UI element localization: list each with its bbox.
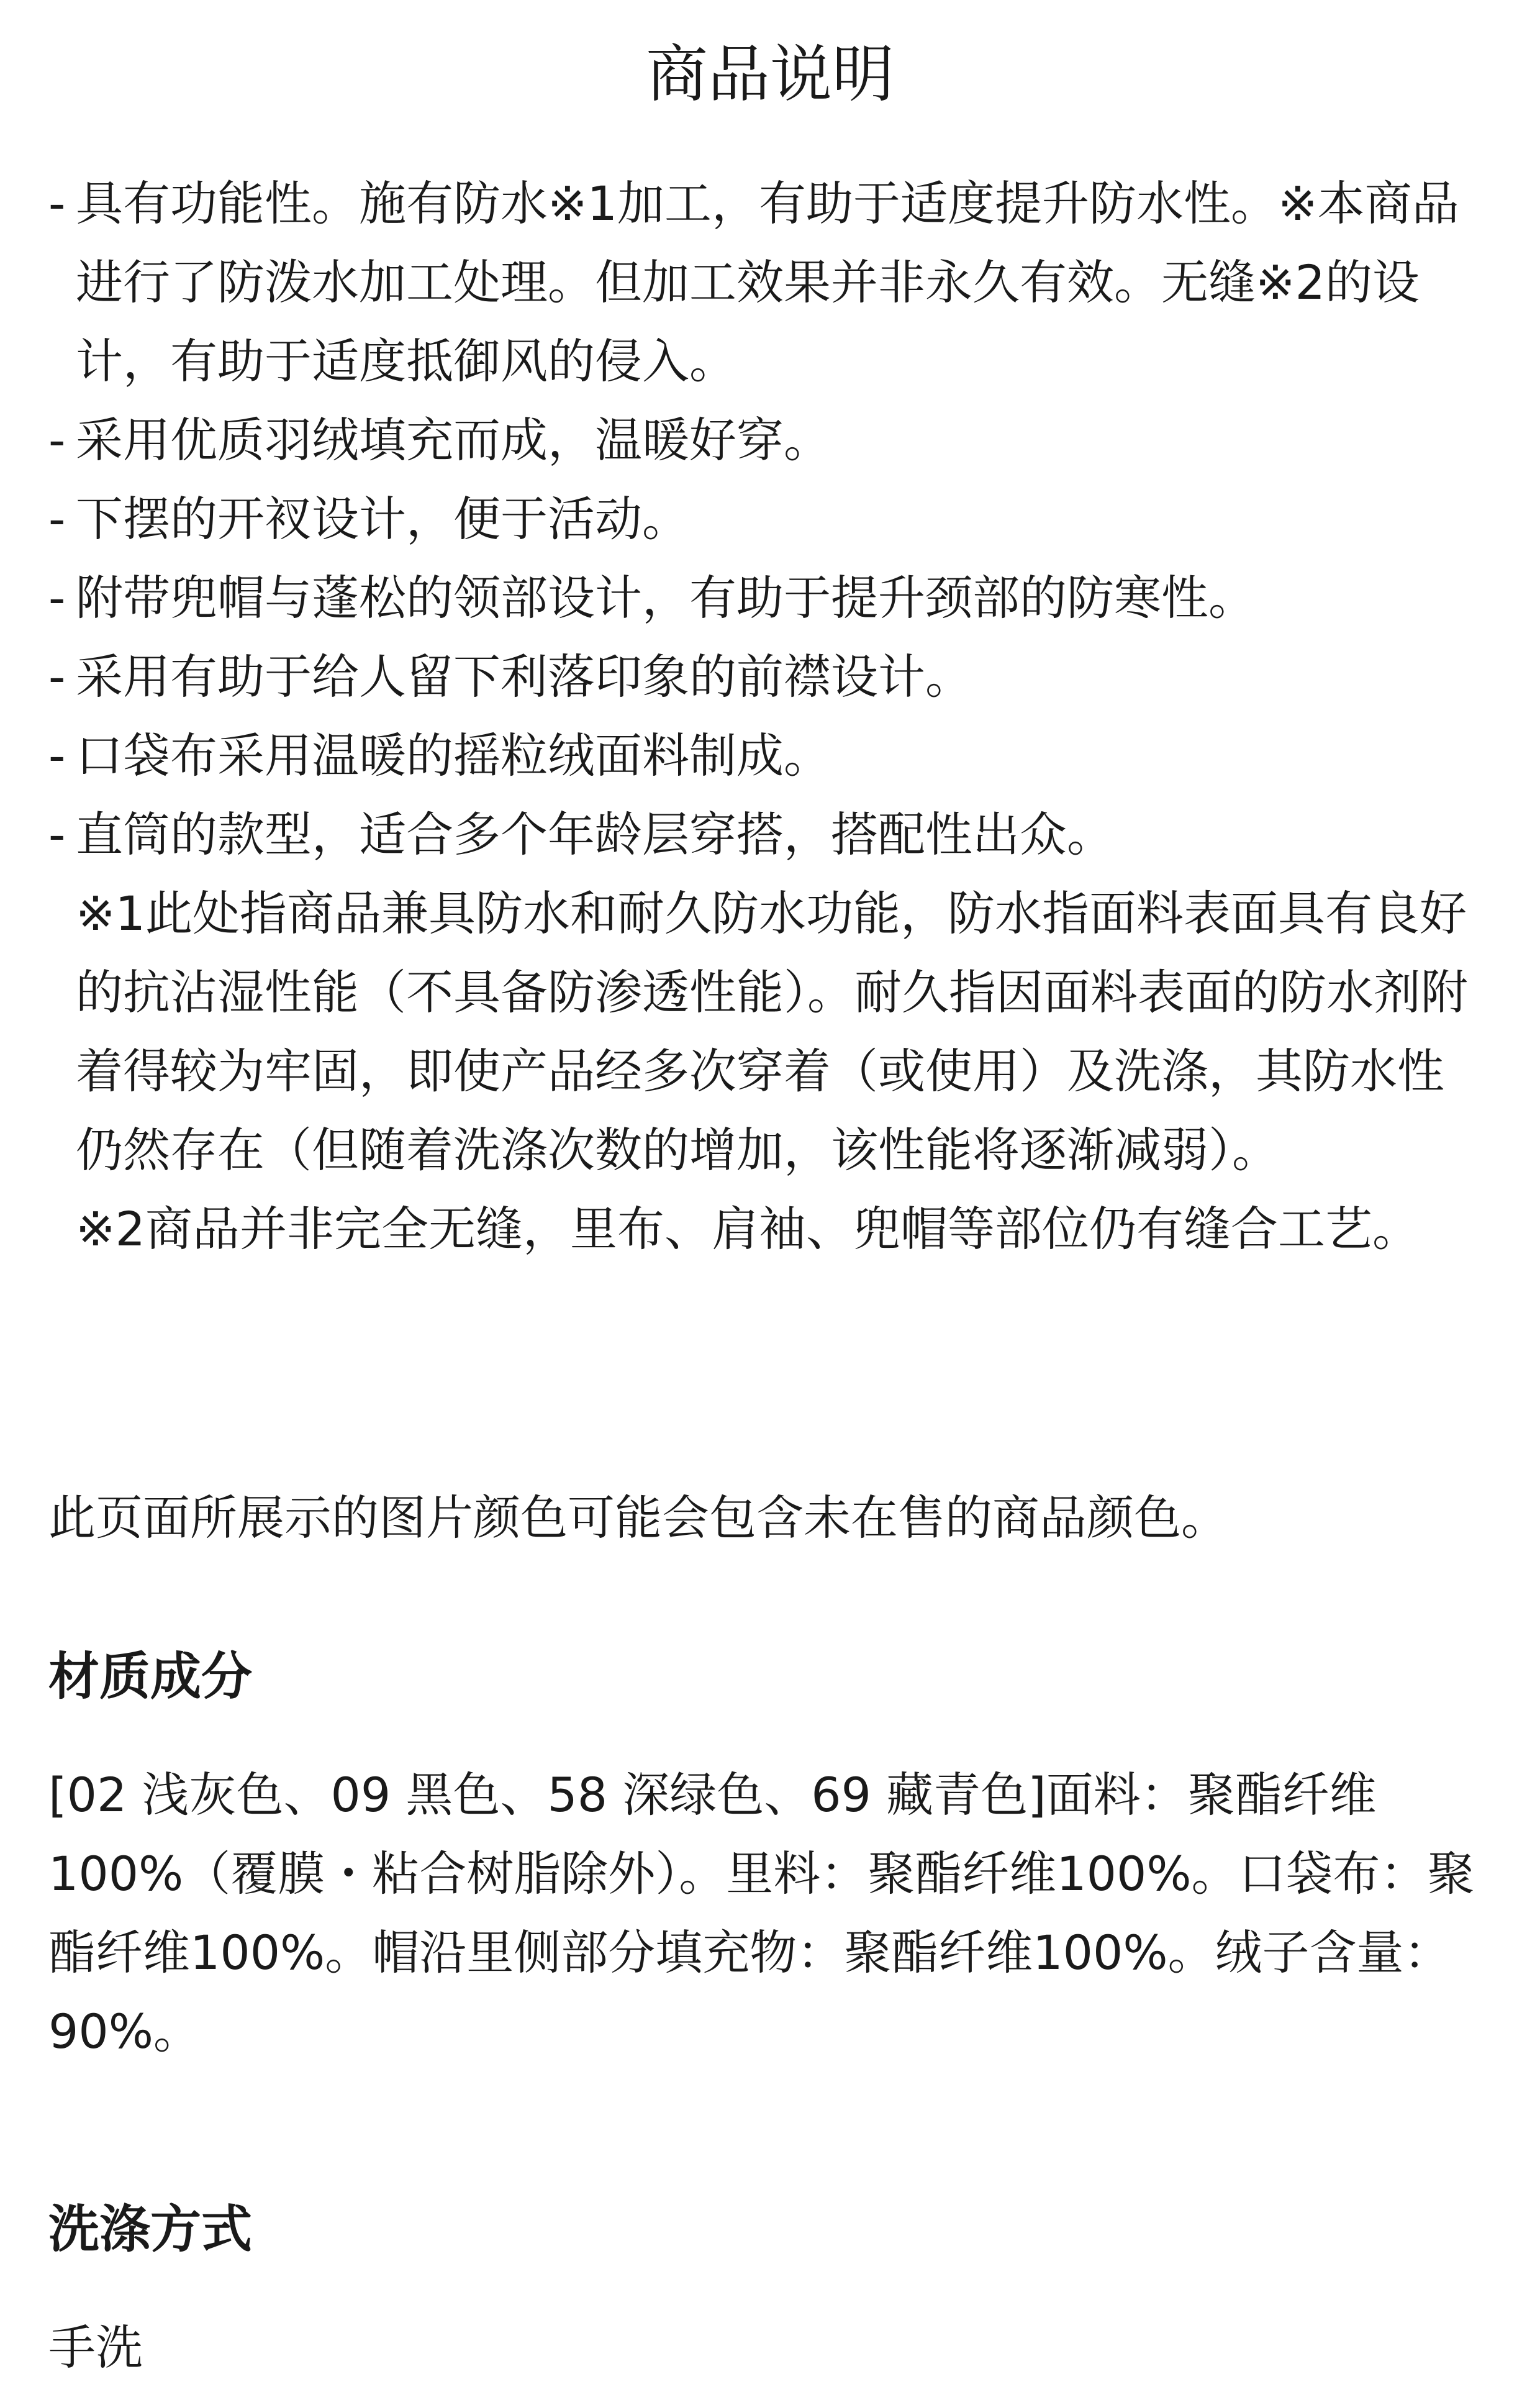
feature-text: 具有功能性。施有防水※1加工，有助于适度提升防水性。※本商品进行了防泼水加工处理。但加工效果并非永久有效。无缝※2的设计，有助于适度抵御风的侵入。 [76,176,1459,389]
washing-heading: 洗涤方式 [48,2200,253,2259]
bullet-dash: - [48,176,66,231]
bullet-dash: - [48,412,66,468]
feature-list [48,164,1489,1268]
feature-item [48,795,1489,874]
feature-item [48,637,1489,716]
feature-text: 下摆的开衩设计，便于活动。 [76,491,689,547]
page-title: 商品说明 [646,38,894,111]
bullet-dash: - [48,807,66,862]
feature-item [48,480,1489,558]
bullet-dash: - [48,728,66,783]
feature-text: 采用有助于给人留下利落印象的前襟设计。 [76,649,972,704]
feature-text: 采用优质羽绒填充而成，温暖好穿。 [76,412,831,468]
feature-item [48,401,1489,480]
color-notice: 此页面所展示的图片颜色可能会包含未在售的商品颜色。 [48,1490,1228,1545]
feature-text: 直筒的款型，适合多个年龄层穿搭，搭配性出众。 [76,807,1114,862]
feature-text: 口袋布采用温暖的摇粒绒面料制成。 [76,728,831,783]
footnote-2: ※2商品并非完全无缝，里布、肩袖、兜帽等部位仍有缝合工艺。 [76,1201,1420,1257]
bullet-dash: - [48,570,66,625]
bullet-dash: - [48,491,66,547]
washing-body: 手洗 [48,2320,143,2375]
material-body: [02 浅灰色、09 黑色、58 深绿色、69 藏青色]面料：聚酯纤维100%（覆膜・粘合树脂除外）。里料：聚酯纤维100%。口袋布：聚酯纤维100%。帽沿里侧部分填充物：聚酯纤维100%。绒子含量：90%。 [48,1767,1475,2059]
material-heading: 材质成分 [48,1647,253,1706]
feature-item [48,164,1489,401]
feature-text: 附带兜帽与蓬松的领部设计，有助于提升颈部的防寒性。 [76,570,1256,625]
bullet-dash: - [48,649,66,704]
feature-item [48,716,1489,795]
feature-item [48,558,1489,637]
footnote-1: ※1此处指商品兼具防水和耐久防水功能，防水指面料表面具有良好的抗沾湿性能（不具备防渗透性能）。耐久指因面料表面的防水剂附着得较为牢固，即使产品经多次穿着（或使用）及洗涤，其防水性仍然存在（但随着洗涤次数的增加，该性能将逐渐减弱）。 [76,886,1468,1178]
